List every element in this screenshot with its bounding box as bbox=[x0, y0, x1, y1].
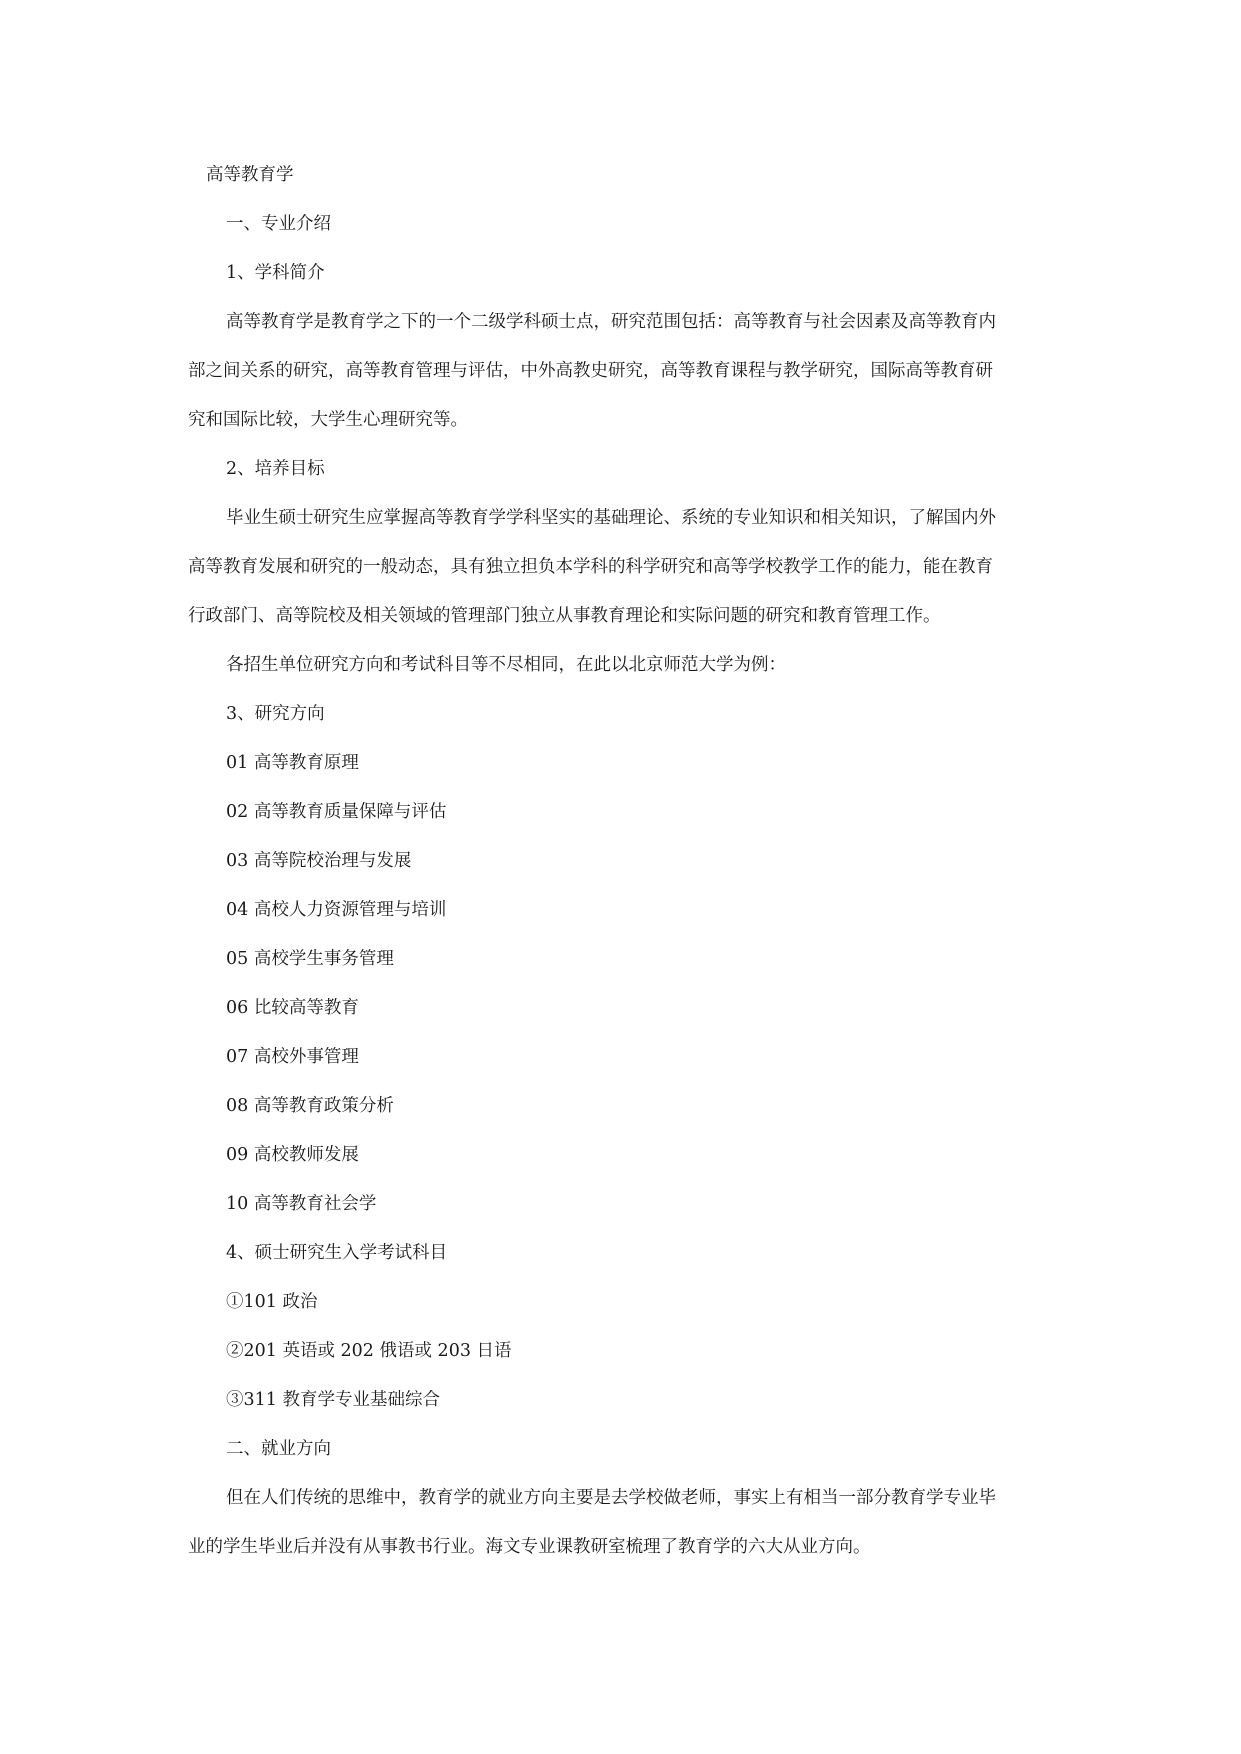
subsection-heading-4: 4、硕士研究生入学考试科目 bbox=[226, 1243, 448, 1263]
paragraph-4-line-2: 业的学生毕业后并没有从事教书行业。海文专业课教研室梳理了教育学的六大从业方向。 bbox=[188, 1537, 871, 1557]
direction-item: 07 高校外事管理 bbox=[226, 1047, 359, 1067]
direction-item: 06 比较高等教育 bbox=[226, 998, 359, 1018]
subsection-heading-1: 1、学科简介 bbox=[226, 263, 325, 283]
section-heading-2: 二、就业方向 bbox=[226, 1439, 331, 1459]
section-heading-1: 一、专业介绍 bbox=[226, 214, 331, 234]
exam-item: ③311 教育学专业基础综合 bbox=[226, 1390, 440, 1410]
exam-item: ②201 英语或 202 俄语或 203 日语 bbox=[226, 1341, 512, 1361]
direction-item: 10 高等教育社会学 bbox=[226, 1194, 377, 1214]
subsection-heading-3: 3、研究方向 bbox=[226, 704, 325, 724]
direction-item: 08 高等教育政策分析 bbox=[226, 1096, 394, 1116]
direction-item: 01 高等教育原理 bbox=[226, 753, 359, 773]
paragraph-4-line-1: 但在人们传统的思维中，教育学的就业方向主要是去学校做老师，事实上有相当一部分教育学专业毕 bbox=[226, 1488, 996, 1508]
direction-item: 03 高等院校治理与发展 bbox=[226, 851, 412, 871]
direction-item: 02 高等教育质量保障与评估 bbox=[226, 802, 447, 822]
paragraph-1-line-1: 高等教育学是教育学之下的一个二级学科硕士点，研究范围包括：高等教育与社会因素及高等教育内 bbox=[226, 312, 996, 332]
paragraph-3: 各招生单位研究方向和考试科目等不尽相同，在此以北京师范大学为例： bbox=[226, 655, 786, 675]
paragraph-2-line-1: 毕业生硕士研究生应掌握高等教育学学科坚实的基础理论、系统的专业知识和相关知识，了解国内外 bbox=[226, 508, 996, 528]
paragraph-1-line-3: 究和国际比较，大学生心理研究等。 bbox=[188, 410, 468, 430]
direction-item: 05 高校学生事务管理 bbox=[226, 949, 394, 969]
paragraph-1-line-2: 部之间关系的研究，高等教育管理与评估，中外高教史研究，高等教育课程与教学研究，国际高等教育研 bbox=[188, 361, 993, 381]
subsection-heading-2: 2、培养目标 bbox=[226, 459, 325, 479]
paragraph-2-line-3: 行政部门、高等院校及相关领域的管理部门独立从事教育理论和实际问题的研究和教育管理工作。 bbox=[188, 606, 941, 626]
exam-item: ①101 政治 bbox=[226, 1292, 318, 1312]
direction-item: 04 高校人力资源管理与培训 bbox=[226, 900, 447, 920]
paragraph-2-line-2: 高等教育发展和研究的一般动态，具有独立担负本学科的科学研究和高等学校教学工作的能力，能在教育 bbox=[188, 557, 993, 577]
direction-item: 09 高校教师发展 bbox=[226, 1145, 359, 1165]
doc-title: 高等教育学 bbox=[206, 165, 294, 185]
